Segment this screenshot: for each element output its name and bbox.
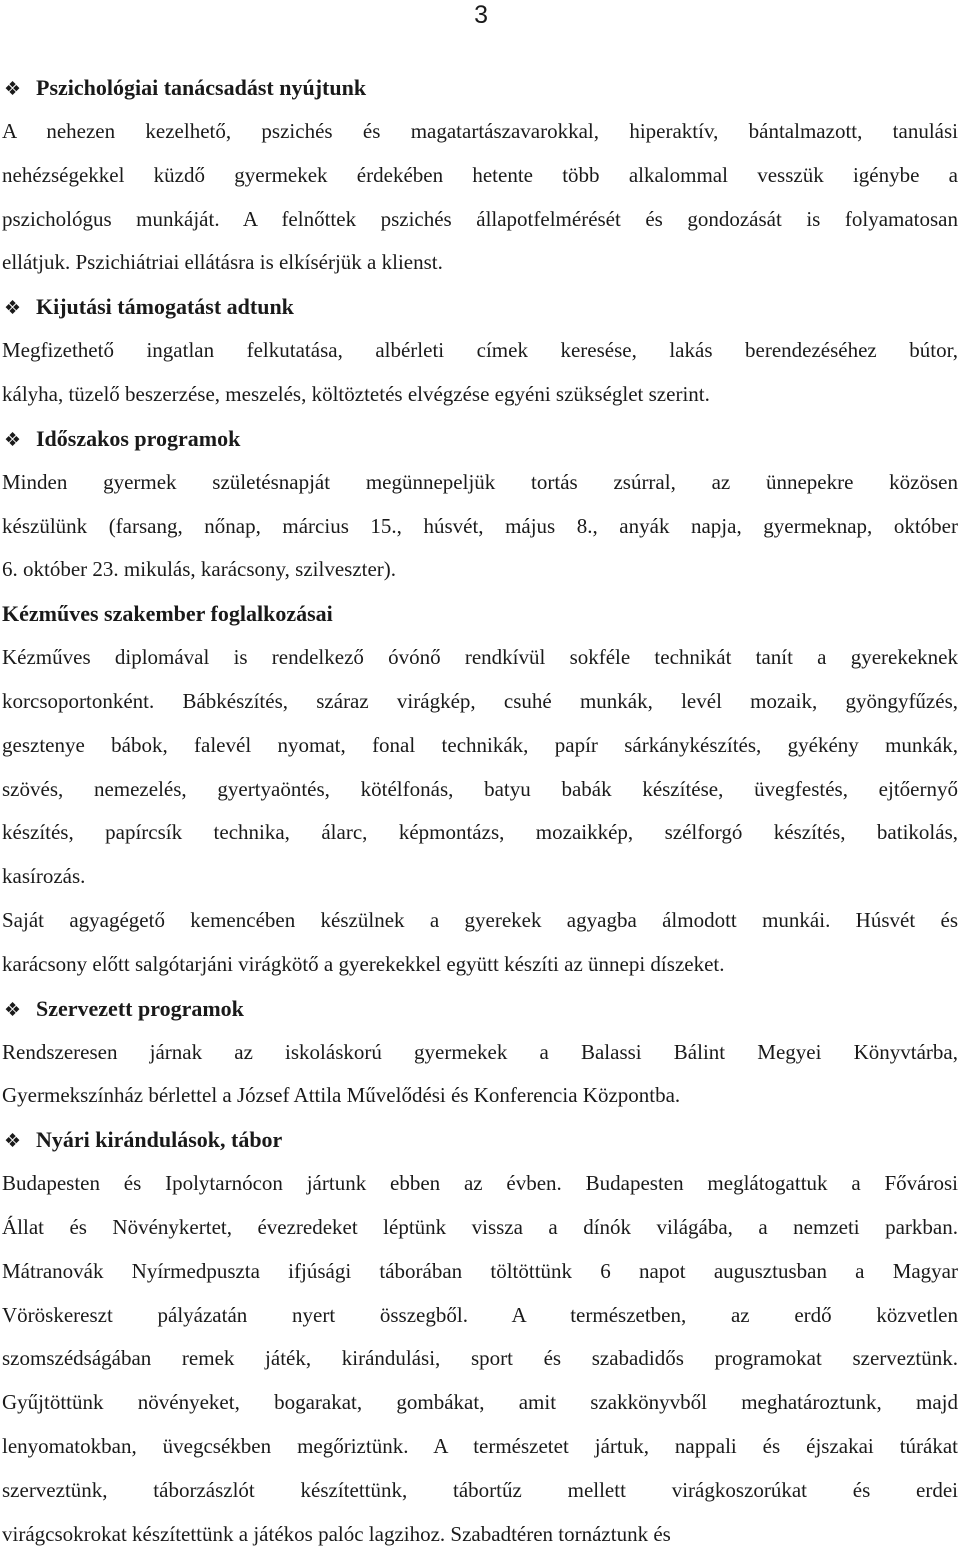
paragraph-line: A nehezen kezelhető, pszichés és magatartászavarokkal, hiperaktív, bántalmazott, tanulási — [2, 119, 958, 143]
paragraph-line: lenyomatokban, üvegcsékben megőriztünk. A természetet jártuk, nappali és éjszakai túrákat — [2, 1433, 958, 1458]
paragraph-line: karácsony előtt salgótarjáni virágkötő a gyerekekkel együtt készíti az ünnepi díszeket. — [2, 951, 725, 976]
paragraph-line: Saját agyagégető kemencében készülnek a gyerekek agyagba álmodott munkái. Húsvét és — [2, 907, 958, 932]
paragraph-line: szomszédságában remek játék, kirándulási, sport és szabadidős programokat szerveztünk. — [2, 1346, 958, 1371]
paragraph-line: készülünk (farsang, nőnap, március 15., húsvét, május 8., anyák napja, gyermeknap, október — [2, 513, 958, 538]
paragraph — [2, 636, 958, 899]
paragraph-line: ellátjuk. Pszichiátriai ellátásra is elkísérjük a klienst. — [2, 250, 443, 275]
section-heading-text: Kijutási támogatást adtunk — [36, 294, 294, 320]
paragraph-line: Gyűjtöttünk növényeket, bogarakat, gombákat, amit szakkönyvből meghatároztunk, majd — [2, 1390, 958, 1415]
diamond-bullet-icon: ❖ — [4, 79, 22, 100]
paragraph — [2, 1162, 958, 1556]
diamond-bullet-icon: ❖ — [4, 298, 22, 320]
paragraph-line: gesztenye bábok, falevél nyomat, fonal technikák, papír sárkánykészítés, gyékény munkák, — [2, 732, 958, 757]
paragraph — [2, 329, 958, 417]
section-heading — [2, 417, 958, 461]
paragraph — [2, 110, 958, 285]
section-heading-text: Kézműves szakember foglalkozásai — [2, 601, 333, 627]
page-number: 3 — [474, 1, 488, 29]
section-heading — [2, 1118, 958, 1162]
paragraph-line: Állat és Növénykertet, évezredeket léptünk vissza a dínók világába, a nemzeti parkban. — [2, 1214, 958, 1239]
paragraph-line: Gyermekszínház bérlettel a József Attila Művelődési és Konferencia Központba. — [2, 1083, 681, 1108]
section-heading — [2, 66, 958, 110]
section-heading — [2, 285, 958, 329]
section-heading — [2, 592, 958, 636]
paragraph-line: szerveztünk, táborzászlót készítettünk, tábortűz mellett virágkoszorúkat és erdei — [2, 1477, 958, 1502]
paragraph-line: 6. október 23. mikulás, karácsony, szilveszter). — [2, 557, 397, 582]
paragraph-line: pszichológus munkáját. A felnőttek pszichés állapotfelmérését és gondozását is folyamatosan — [2, 206, 958, 231]
paragraph-line: Rendszeresen járnak az iskoláskorú gyermekek a Balassi Bálint Megyei Könyvtárba, — [2, 1039, 958, 1064]
section-heading-text: Nyári kirándulások, tábor — [36, 1127, 283, 1153]
diamond-bullet-icon: ❖ — [4, 999, 22, 1021]
paragraph-line: virágcsokrokat készítettünk a játékos palóc lagzihoz. Szabadtéren tornáztunk és — [2, 1521, 671, 1546]
paragraph-line: kasírozás. — [2, 864, 86, 889]
paragraph-line: kályha, tüzelő beszerzése, meszelés, költöztetés elvégzése egyéni szükséglet szerint. — [2, 381, 710, 406]
paragraph-line: Kézműves diplomával is rendelkező óvónő rendkívül sokféle technikát tanít a gyerekeknek — [2, 645, 958, 670]
paragraph-line: Vöröskereszt pályázatán nyert összegből. A természetben, az erdő közvetlen — [2, 1302, 958, 1327]
paragraph-line: Mátranovák Nyírmedpuszta ifjúsági táborában töltöttünk 6 napot augusztusban a Magyar — [2, 1258, 958, 1283]
paragraph-line: nehézségekkel küzdő gyermekek érdekében hetente több alkalommal vesszük igénybe a — [2, 162, 958, 187]
paragraph-line: Megfizethető ingatlan felkutatása, albérleti címek keresése, lakás berendezéséhez bútor, — [2, 338, 958, 363]
section-heading-text: Időszakos programok — [36, 425, 241, 451]
paragraph — [2, 899, 958, 987]
section-heading-text: Szervezett programok — [36, 995, 244, 1021]
paragraph-line: Budapesten és Ipolytarnócon jártunk ebben az évben. Budapesten meglátogattuk a Fővárosi — [2, 1171, 958, 1196]
document-body — [2, 66, 958, 1556]
paragraph-line: korcsoportonként. Bábkészítés, száraz virágkép, csuhé munkák, levél mozaik, gyöngyfűzés, — [2, 688, 958, 713]
paragraph — [2, 1031, 958, 1119]
paragraph-line: készítés, papírcsík technika, álarc, képmontázs, mozaikkép, szélforgó készítés, batikolás, — [2, 820, 958, 845]
section-heading-text: Pszichológiai tanácsadást nyújtunk — [36, 75, 367, 100]
paragraph — [2, 461, 958, 592]
diamond-bullet-icon: ❖ — [4, 1131, 22, 1153]
paragraph-line: szövés, nemezelés, gyertyaöntés, kötélfonás, batyu babák készítése, üvegfestés, ejtőernyő — [2, 776, 958, 801]
paragraph-line: Minden gyermek születésnapját megünnepeljük tortás zsúrral, az ünnepekre közösen — [2, 469, 958, 494]
diamond-bullet-icon: ❖ — [4, 429, 22, 451]
section-heading — [2, 987, 958, 1031]
